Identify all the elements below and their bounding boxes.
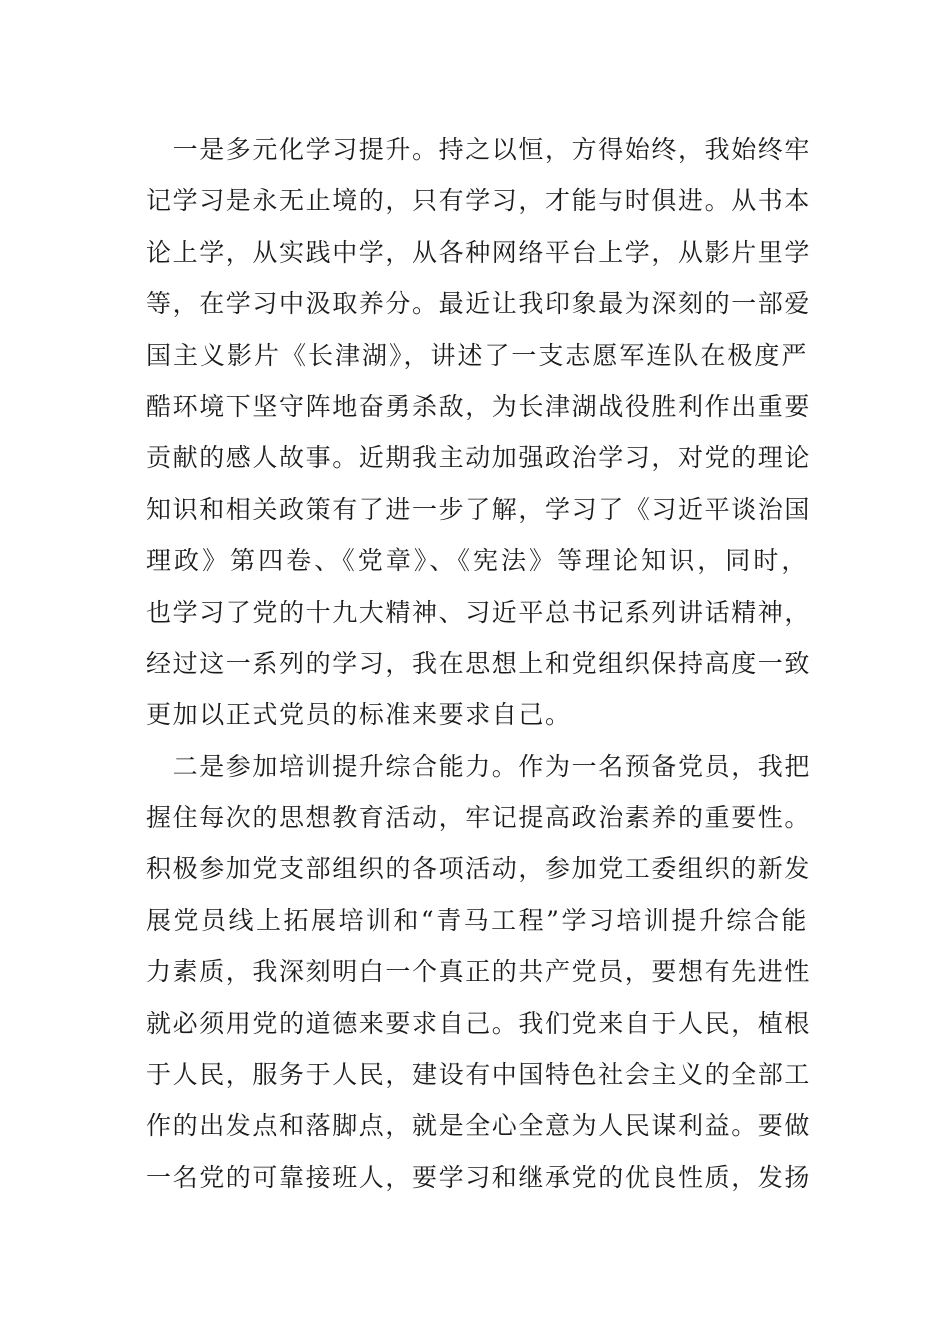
text-line: 理政》第四卷、《党章》、《宪法》等理论知识，同时， — [146, 546, 808, 576]
text-line: 国主义影片《长津湖》，讲述了一支志愿军连队在极度严 — [146, 340, 808, 370]
text-line: 一是多元化学习提升。持之以恒，方得始终，我始终牢 — [146, 135, 812, 164]
text-line: 也学习了党的十九大精神、习近平总书记系列讲话精神， — [146, 597, 812, 627]
text-line: 于人民，服务于人民，建设有中国特色社会主义的全部工 — [146, 1060, 812, 1090]
text-line: 作的出发点和落脚点，就是全心全意为人民谋利益。要做 — [146, 1111, 812, 1141]
text-line: 二是参加培训提升综合能力。作为一名预备党员，我把 — [146, 751, 812, 781]
text-line: 论上学，从实践中学，从各种网络平台上学，从影片里学 — [146, 237, 812, 267]
text-line: 经过这一系列的学习，我在思想上和党组织保持高度一致 — [146, 648, 812, 678]
text-line: 握住每次的思想教育活动，牢记提高政治素养的重要性。 — [146, 803, 812, 833]
text-line: 更加以正式党员的标准来要求自己。 — [146, 700, 572, 730]
text-line: 就必须用党的道德来要求自己。我们党来自于人民，植根 — [146, 1008, 812, 1038]
text-line: 一名党的可靠接班人，要学习和继承党的优良性质，发扬 — [146, 1162, 812, 1192]
text-line: 积极参加党支部组织的各项活动，参加党工委组织的新发 — [146, 854, 812, 884]
paragraph-multi-learning — [146, 124, 812, 741]
text-line: 力素质，我深刻明白一个真正的共产党员，要想有先进性 — [146, 957, 812, 987]
document-body — [146, 124, 812, 1203]
text-line: 记学习是永无止境的，只有学习，才能与时俱进。从书本 — [146, 186, 812, 216]
text-line: 等，在学习中汲取养分。最近让我印象最为深刻的一部爱 — [146, 289, 812, 319]
text-line: 贡献的感人故事。近期我主动加强政治学习，对党的理论 — [146, 443, 812, 473]
text-line: 酷环境下坚守阵地奋勇杀敌，为长津湖战役胜利作出重要 — [146, 391, 812, 421]
text-line: 知识和相关政策有了进一步了解，学习了《习近平谈治国 — [146, 494, 812, 524]
paragraph-training — [146, 741, 812, 1204]
text-line: 展党员线上拓展培训和“青马工程”学习培训提升综合能 — [146, 905, 808, 935]
